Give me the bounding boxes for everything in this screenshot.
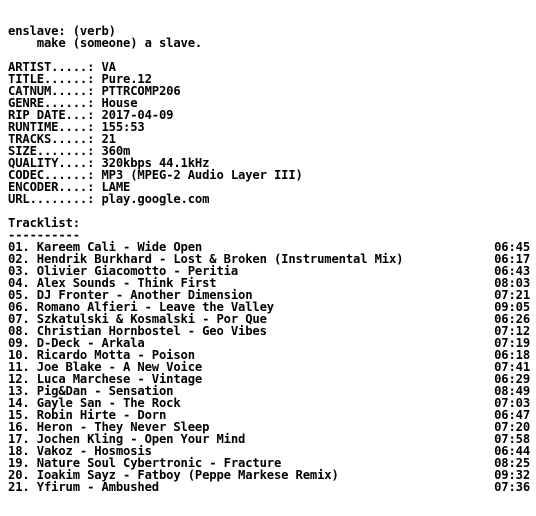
track-title: 18. Vakoz - Hosmosis: [8, 444, 152, 458]
track-title: 02. Hendrik Burkhard - Lost & Broken (Instrumental Mix): [8, 252, 404, 266]
track-duration: 07:20: [494, 420, 530, 434]
track-duration: 07:58: [494, 432, 530, 446]
tracklist-heading: Tracklist:: [8, 216, 80, 230]
release-info: [8, 61, 530, 205]
info-value: 21: [101, 132, 116, 146]
tracklist-underline: ----------: [8, 228, 80, 242]
tracklist: [8, 241, 530, 493]
track-duration: 08:49: [494, 384, 530, 398]
info-key: RUNTIME....:: [8, 120, 95, 134]
info-key: TRACKS.....:: [8, 132, 95, 146]
track-title: 12. Luca Marchese - Vintage: [8, 372, 203, 386]
info-key: ARTIST.....:: [8, 60, 95, 74]
track-duration: 06:44: [494, 444, 530, 458]
info-key: SIZE.......:: [8, 144, 95, 158]
track-title: 08. Christian Hornbostel - Geo Vibes: [8, 324, 267, 338]
info-value: 2017-04-09: [101, 108, 174, 122]
track-duration: 08:03: [494, 276, 530, 290]
track-title: 21. Yfirum - Ambushed: [8, 480, 159, 494]
track-title: 13. Pig&Dan - Sensation: [8, 384, 174, 398]
track-duration: 06:45: [494, 240, 530, 254]
track-duration: 06:47: [494, 408, 530, 422]
info-key: ENCODER....:: [8, 180, 95, 194]
track-title: 03. Olivier Giacomotto - Peritia: [8, 264, 238, 278]
info-value: 360m: [101, 144, 131, 158]
info-value: play.google.com: [101, 192, 210, 206]
definition-headword: enslave: (verb): [8, 24, 116, 38]
track-row: [8, 481, 530, 493]
track-title: 09. D-Deck - Arkala: [8, 336, 145, 350]
info-key: TITLE......:: [8, 72, 95, 86]
track-duration: 07:21: [494, 288, 530, 302]
info-value: 155:53: [101, 120, 145, 134]
info-key: URL........:: [8, 192, 95, 206]
spacer: [8, 205, 530, 217]
track-duration: 09:32: [494, 468, 530, 482]
track-title: 01. Kareem Cali - Wide Open: [8, 240, 203, 254]
info-key: CODEC......:: [8, 168, 95, 182]
track-duration: 06:17: [494, 252, 530, 266]
definition-meaning: make (someone) a slave.: [8, 36, 203, 50]
track-title: 14. Gayle San - The Rock: [8, 396, 181, 410]
info-value: VA: [101, 60, 116, 74]
info-key: RIP DATE...:: [8, 108, 95, 122]
track-title: 15. Robin Hirte - Dorn: [8, 408, 167, 422]
track-title: 05. DJ Fronter - Another Dimension: [8, 288, 253, 302]
track-title: 20. Ioakim Sayz - Fatboy (Peppe Markese Remix): [8, 468, 339, 482]
track-duration: 08:25: [494, 456, 530, 470]
info-key: CATNUM.....:: [8, 84, 95, 98]
track-duration: 07:19: [494, 336, 530, 350]
info-value: MP3 (MPEG-2 Audio Layer III): [101, 168, 303, 182]
track-duration: 07:41: [494, 360, 530, 374]
info-value: 320kbps 44.1kHz: [101, 156, 210, 170]
track-duration: 07:36: [494, 480, 530, 494]
info-value: House: [101, 96, 138, 110]
track-title: 10. Ricardo Motta - Poison: [8, 348, 195, 362]
track-title: 04. Alex Sounds - Think First: [8, 276, 217, 290]
track-title: 07. Szkatulski & Kosmalski - Por Que: [8, 312, 267, 326]
track-title: 17. Jochen Kling - Open Your Mind: [8, 432, 246, 446]
track-title: 16. Heron - They Never Sleep: [8, 420, 210, 434]
track-title: 06. Romano Alfieri - Leave the Valley: [8, 300, 274, 314]
track-duration: 06:29: [494, 372, 530, 386]
track-title: 11. Joe Blake - A New Voice: [8, 360, 203, 374]
track-duration: 06:43: [494, 264, 530, 278]
info-value: Pure.12: [101, 72, 152, 86]
track-duration: 07:03: [494, 396, 530, 410]
nfo-document: [8, 25, 530, 493]
info-value: LAME: [101, 180, 131, 194]
track-duration: 06:26: [494, 312, 530, 326]
info-key: GENRE......:: [8, 96, 95, 110]
track-title: 19. Nature Soul Cybertronic - Fracture: [8, 456, 282, 470]
info-key: QUALITY....:: [8, 156, 95, 170]
track-duration: 06:18: [494, 348, 530, 362]
info-row: [8, 193, 530, 205]
track-duration: 07:12: [494, 324, 530, 338]
track-duration: 09:05: [494, 300, 530, 314]
info-value: PTTRCOMP206: [101, 84, 181, 98]
